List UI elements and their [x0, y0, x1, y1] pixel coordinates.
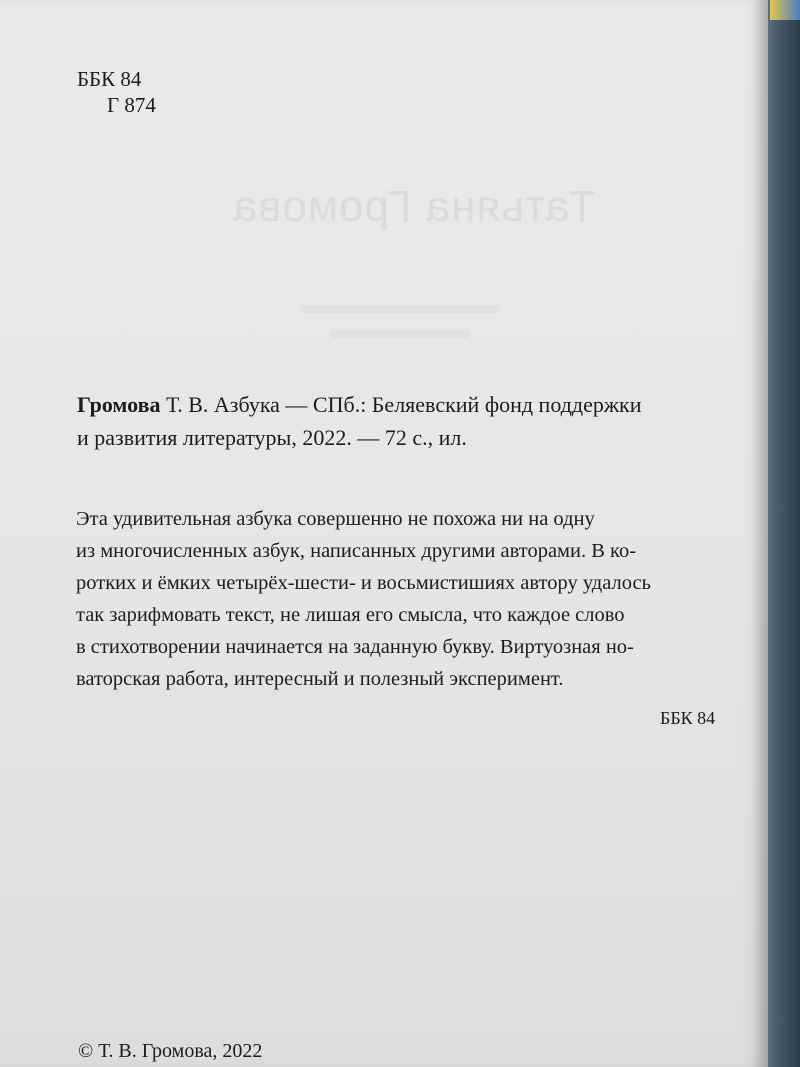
show-through-line	[330, 330, 470, 338]
annotation-bbk-label: ББК 84	[660, 708, 716, 728]
annotation-line: из многочисленных азбук, написанных другими авторами. В ко-	[76, 540, 637, 562]
bibliographic-details: Т. В. Азбука — СПб.: Беляевский фонд поддержки	[160, 392, 642, 417]
show-through-title: Татьяна Громова	[232, 182, 596, 231]
bibliographic-line-1	[77, 388, 727, 421]
annotation-line: ротких и ёмких четырёх-шести- и восьмистишиях автору удалось	[76, 572, 651, 594]
cover-color-accent	[770, 0, 800, 20]
annotation-line: в стихотворении начинается на заданную букву. Виртуозная но-	[76, 636, 634, 658]
annotation-paragraph	[76, 503, 736, 695]
copyright-notice: © Т. В. Громова, 2022	[78, 1040, 263, 1062]
annotation-line: Эта удивительная азбука совершенно не похожа ни на одну	[76, 508, 595, 530]
book-cover-edge	[768, 0, 800, 1067]
bibliographic-record	[77, 388, 727, 454]
show-through-line	[300, 305, 500, 313]
bbk-classification-code: ББК 84	[77, 67, 142, 91]
bibliographic-line-2: и развития литературы, 2022. — 72 с., ил.	[77, 425, 467, 450]
author-name: Громова	[77, 392, 161, 417]
annotation-line: ваторская работа, интересный и полезный эксперимент.	[76, 668, 564, 690]
page-edge-shadow	[752, 0, 768, 1067]
annotation-line: так зарифмовать текст, не лишая его смысла, что каждое слово	[76, 604, 625, 626]
author-sign-code: Г 874	[107, 93, 156, 117]
